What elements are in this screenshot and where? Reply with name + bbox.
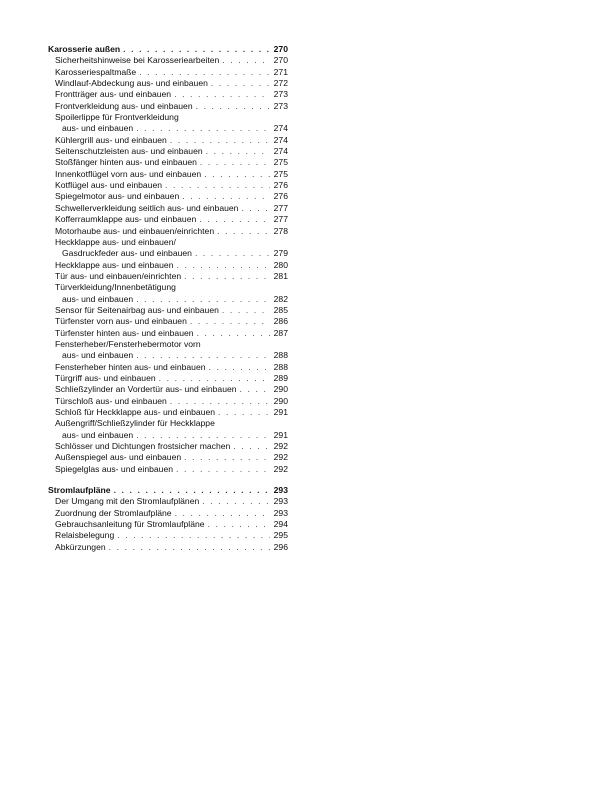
dot-leader — [202, 496, 270, 507]
toc-entry — [48, 519, 288, 530]
entry-title: Sicherheitshinweise bei Karosseriearbeiten — [55, 55, 220, 66]
dot-leader — [109, 542, 270, 553]
page-number: 292 — [273, 463, 288, 474]
dot-leader — [190, 316, 270, 327]
dot-leader — [195, 248, 270, 259]
entry-title: Spiegelmotor aus- und einbauen — [55, 191, 180, 202]
dot-leader — [170, 396, 270, 407]
toc-entry — [48, 294, 288, 305]
toc-entry — [48, 407, 288, 418]
entry-title: Seitenschutzleisten aus- und einbauen — [55, 146, 203, 157]
dot-leader — [123, 44, 270, 55]
dot-leader — [176, 464, 270, 475]
page-number: 291 — [273, 429, 288, 440]
entry-title: Frontträger aus- und einbauen — [55, 89, 172, 100]
page-number: 276 — [273, 180, 288, 191]
dot-leader — [159, 373, 270, 384]
dot-leader — [233, 441, 270, 452]
entry-title: Türfenster vorn aus- und einbauen — [55, 316, 187, 327]
page-number: 277 — [273, 214, 288, 225]
entry-title: Innenkotflügel vorn aus- und einbauen — [55, 168, 202, 179]
entry-title: Spiegelglas aus- und einbauen — [55, 463, 174, 474]
dot-leader — [114, 485, 270, 496]
dot-leader — [136, 430, 270, 441]
entry-title: Türschloß aus- und einbauen — [55, 395, 167, 406]
dot-leader — [184, 452, 270, 463]
page-number: 274 — [273, 134, 288, 145]
entry-title: Fensterheber hinten aus- und einbauen — [55, 361, 206, 372]
entry-title: Heckklappe aus- und einbauen — [55, 259, 174, 270]
dot-leader — [174, 89, 270, 100]
toc-section — [48, 44, 288, 475]
dot-leader — [182, 191, 270, 202]
page-number: 275 — [273, 168, 288, 179]
page-number: 288 — [273, 350, 288, 361]
dot-leader — [211, 78, 270, 89]
section-title: Stromlaufpläne — [48, 485, 111, 496]
entry-title: Spoilerlippe für Frontverkleidung — [55, 112, 179, 123]
dot-leader — [136, 294, 270, 305]
toc-entry — [48, 123, 288, 134]
entry-title: Schlösser und Dichtungen frostsicher machen — [55, 441, 231, 452]
dot-leader — [177, 260, 271, 271]
entry-title: Außengriff/Schließzylinder für Heckklappe — [55, 418, 215, 429]
entry-title: Tür aus- und einbauen/einrichten — [55, 270, 182, 281]
dot-leader — [218, 407, 270, 418]
dot-leader — [217, 226, 270, 237]
entry-title: aus- und einbauen — [62, 293, 134, 304]
entry-title: Fensterheber/Fensterhebermotor vorn — [55, 338, 201, 349]
dot-leader — [184, 271, 270, 282]
dot-leader — [117, 530, 270, 541]
entry-title: aus- und einbauen — [62, 429, 134, 440]
entry-title: Türfenster hinten aus- und einbauen — [55, 327, 194, 338]
page-number: 280 — [273, 259, 288, 270]
page-number: 289 — [273, 372, 288, 383]
dot-leader — [209, 362, 271, 373]
toc-entry — [48, 530, 288, 541]
page-number: 295 — [273, 530, 288, 541]
dot-leader — [200, 157, 270, 168]
toc-entry — [48, 146, 288, 157]
page-number: 281 — [273, 270, 288, 281]
page-number: 276 — [273, 191, 288, 202]
page-number: 271 — [273, 66, 288, 77]
dot-leader — [206, 146, 270, 157]
section-heading — [48, 485, 288, 496]
dot-leader — [240, 384, 270, 395]
entry-title: Abkürzungen — [55, 541, 106, 552]
toc-entry — [48, 55, 288, 66]
entry-title: Relaisbelegung — [55, 530, 115, 541]
entry-title: Kühlergrill aus- und einbauen — [55, 134, 167, 145]
toc-entry — [48, 203, 288, 214]
dot-leader — [199, 214, 270, 225]
toc-entry — [48, 169, 288, 180]
page-number: 293 — [273, 496, 288, 507]
toc-entry — [48, 384, 288, 395]
entry-title: Der Umgang mit den Stromlaufplänen — [55, 496, 200, 507]
toc-entry — [48, 452, 288, 463]
dot-leader — [175, 508, 270, 519]
toc-entry — [48, 89, 288, 100]
dot-leader — [139, 67, 270, 78]
page-number: 274 — [273, 123, 288, 134]
toc-entry — [48, 362, 288, 373]
page-number: 292 — [273, 452, 288, 463]
toc-entry — [48, 316, 288, 327]
page-number: 296 — [273, 541, 288, 552]
toc-entry — [48, 430, 288, 441]
page-number: 286 — [273, 316, 288, 327]
entry-title: Schwellerverkleidung seitlich aus- und einbauen — [55, 202, 239, 213]
toc-entry — [48, 248, 288, 259]
section-heading — [48, 44, 288, 55]
section-title: Karosserie außen — [48, 44, 121, 54]
page-number: 293 — [273, 485, 288, 496]
entry-title: Motorhaube aus- und einbauen/einrichten — [55, 225, 215, 236]
dot-leader — [222, 55, 270, 66]
page-number: 292 — [273, 441, 288, 452]
entry-title: aus- und einbauen — [62, 123, 134, 134]
page-number: 279 — [273, 248, 288, 259]
entry-title: Schloß für Heckklappe aus- und einbauen — [55, 407, 216, 417]
page-number: 294 — [273, 519, 288, 530]
dot-leader — [197, 328, 270, 339]
page-number: 270 — [273, 55, 288, 66]
toc-entry — [48, 112, 288, 123]
page-number: 277 — [273, 202, 288, 213]
page-number: 282 — [273, 293, 288, 304]
toc-entry — [48, 418, 288, 429]
dot-leader — [165, 180, 270, 191]
entry-title: Heckklappe aus- und einbauen/ — [55, 236, 176, 247]
toc-entry — [48, 191, 288, 202]
dot-leader — [170, 135, 270, 146]
toc-entry — [48, 180, 288, 191]
entry-title: Stoßfänger hinten aus- und einbauen — [55, 157, 197, 168]
entry-title: Kofferraumklappe aus- und einbauen — [55, 214, 197, 225]
toc-entry — [48, 157, 288, 168]
page-number: 273 — [273, 100, 288, 111]
entry-title: Gasdruckfeder aus- und einbauen — [62, 248, 192, 259]
toc-entry — [48, 396, 288, 407]
page-number: 274 — [273, 146, 288, 157]
entry-title: Frontverkleidung aus- und einbauen — [55, 100, 193, 111]
toc-entry — [48, 101, 288, 112]
page-number: 291 — [273, 407, 288, 417]
toc-entry — [48, 260, 288, 271]
toc-entry — [48, 496, 288, 507]
toc-entry — [48, 542, 288, 553]
dot-leader — [196, 101, 270, 112]
page-number: 290 — [273, 384, 288, 395]
entry-title: Türgriff aus- und einbauen — [55, 372, 156, 383]
page-number: 290 — [273, 395, 288, 406]
entry-title: Außenspiegel aus- und einbauen — [55, 452, 182, 463]
entry-title: Zuordnung der Stromlaufpläne — [55, 507, 172, 518]
dot-leader — [136, 123, 270, 134]
entry-title: Windlauf-Abdeckung aus- und einbauen — [55, 78, 208, 89]
entry-title: Gebrauchsanleitung für Stromlaufpläne — [55, 519, 205, 530]
page-number: 278 — [273, 225, 288, 236]
entry-title: Sensor für Seitenairbag aus- und einbauen — [55, 304, 219, 315]
toc-entry — [48, 441, 288, 452]
dot-leader — [241, 203, 270, 214]
page-number: 287 — [273, 327, 288, 338]
toc-entry — [48, 67, 288, 78]
toc-entry — [48, 464, 288, 475]
toc-entry — [48, 226, 288, 237]
dot-leader — [222, 305, 270, 316]
entry-title: Schließzylinder an Vordertür aus- und einbauen — [55, 384, 237, 395]
page-number: 288 — [273, 361, 288, 372]
page-number: 272 — [273, 78, 288, 89]
toc-entry — [48, 271, 288, 282]
toc-entry — [48, 135, 288, 146]
dot-leader — [136, 350, 270, 361]
toc-entry — [48, 282, 288, 293]
toc-section — [48, 485, 288, 553]
page-number: 270 — [273, 44, 288, 54]
toc-entry — [48, 373, 288, 384]
toc-entry — [48, 339, 288, 350]
entry-title: Kotflügel aus- und einbauen — [55, 180, 163, 191]
toc-entry — [48, 328, 288, 339]
table-of-contents — [48, 44, 288, 563]
page-number: 275 — [273, 157, 288, 168]
entry-title: Türverkleidung/Innenbetätigung — [55, 282, 176, 293]
toc-entry — [48, 237, 288, 248]
toc-entry — [48, 350, 288, 361]
entry-title: aus- und einbauen — [62, 350, 134, 361]
toc-entry — [48, 305, 288, 316]
toc-entry — [48, 78, 288, 89]
toc-entry — [48, 214, 288, 225]
entry-title: Karosseriespaltmaße — [55, 66, 137, 77]
page-number: 273 — [273, 89, 288, 100]
page-number: 285 — [273, 304, 288, 315]
page-number: 293 — [273, 507, 288, 518]
toc-entry — [48, 508, 288, 519]
dot-leader — [208, 519, 270, 530]
dot-leader — [204, 169, 270, 180]
